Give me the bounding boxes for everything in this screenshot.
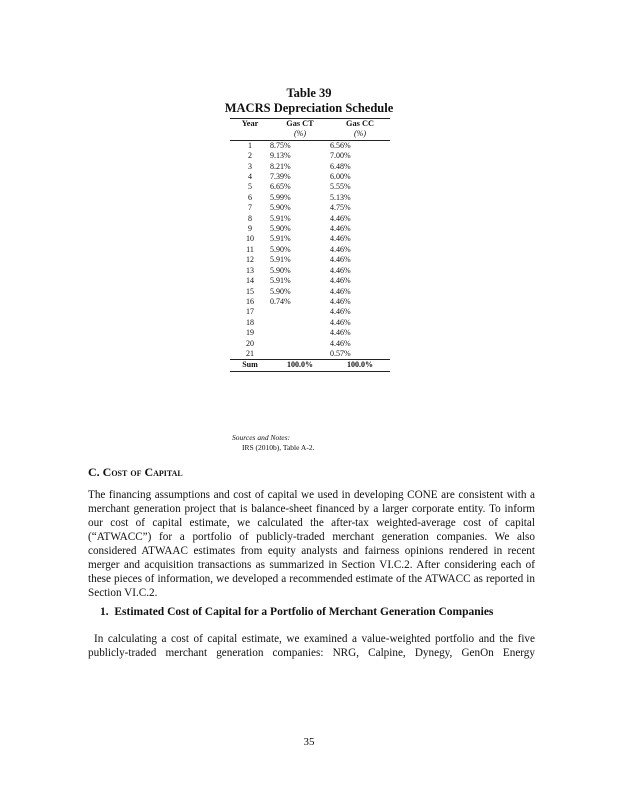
row-year: 21 [246,348,254,358]
unit-gas-cc: (%) [330,129,390,140]
row-gas-ct: 5.91% [270,276,291,286]
table-row [230,318,390,328]
table-row [230,339,390,349]
row-gas-ct: 5.90% [270,244,291,254]
row-gas-cc: 4.46% [330,265,351,275]
row-gas-cc: 4.46% [330,286,351,296]
table-row [230,182,390,192]
table-row [230,307,390,317]
unit-gas-ct: (%) [270,129,330,140]
row-gas-cc: 7.00% [330,151,351,161]
row-gas-ct: 9.13% [270,151,291,161]
table-row [230,276,390,286]
header-gas-ct: Gas CT [270,119,330,130]
row-year: 4 [248,172,252,182]
row-year: 5 [248,182,252,192]
row-year: 18 [246,317,254,327]
row-year: 17 [246,307,254,317]
row-gas-ct: 5.99% [270,192,291,202]
table-notes [232,433,314,452]
row-year: 14 [246,276,254,286]
row-gas-cc: 4.46% [330,338,351,348]
section-title: Cost of Capital [102,465,183,479]
section-number: C. [88,465,100,479]
row-gas-cc: 4.75% [330,203,351,213]
row-gas-ct [270,339,330,349]
row-year: 15 [246,286,254,296]
paragraph-line-2: publicly-traded merchant generation companies: NRG, Calpine, Dynegy, GenOn Energy [88,647,535,659]
row-year: 12 [246,255,254,265]
row-year: 20 [246,338,254,348]
sum-row [230,360,390,371]
row-gas-ct: 5.90% [270,286,291,296]
row-gas-cc: 6.00% [330,172,351,182]
row-gas-cc: 4.46% [330,276,351,286]
table-row [230,193,390,203]
table-unit-row [230,129,390,140]
table-row [230,328,390,338]
table-number: Table 39 [286,86,332,100]
row-year: 13 [246,265,254,275]
paragraph-cost-of-capital: The financing assumptions and cost of capital we used in developing CONE are consistent with a merchant generation project that is balance-sheet financed by a larger corporate entity. To inform our cost of capital estimate, we calculated the after-tax weighted-average cost of capital (“ATWACC”) for a portfolio of publicly-traded merchant generation companies. We also considered ATWAAC estimates from equity analysts and fairness opinions rendered in recent merger and acquisition transactions as summarized in Section VI.C.2. After considering each of these pieces of information, we developed a recommended estimate of the ATWACC as reported in Section VI.C.2. [88,489,535,599]
row-year: 8 [248,213,252,223]
macrs-table [230,118,390,372]
table-row [230,349,390,360]
subsection-number: 1. [100,606,109,618]
table-row [230,287,390,297]
row-gas-cc: 6.56% [330,140,351,150]
notes-label: Sources and Notes: [232,433,291,442]
subsection-heading [100,606,493,618]
row-year: 7 [248,203,252,213]
table-row [230,214,390,224]
row-gas-cc: 4.46% [330,296,351,306]
table-row [230,140,390,151]
row-gas-ct [270,349,330,360]
row-year: 2 [248,151,252,161]
row-year: 1 [248,140,252,150]
row-gas-ct: 7.39% [270,172,291,182]
row-gas-ct: 8.21% [270,161,291,171]
row-gas-cc: 4.46% [330,244,351,254]
row-gas-cc: 5.55% [330,182,351,192]
page-number: 35 [303,736,315,748]
table-row [230,151,390,161]
row-gas-ct: 6.65% [270,182,291,192]
row-gas-ct: 5.90% [270,224,291,234]
subsection-title: Estimated Cost of Capital for a Portfolio of Merchant Generation Companies [114,606,494,618]
row-gas-ct: 5.90% [270,265,291,275]
row-gas-ct: 5.91% [270,234,291,244]
table-row [230,162,390,172]
row-gas-ct [270,328,330,338]
row-gas-ct [270,318,330,328]
row-year: 19 [246,328,254,338]
row-gas-cc: 4.46% [330,234,351,244]
row-year: 6 [248,192,252,202]
row-year: 9 [248,224,252,234]
table-row [230,224,390,234]
row-gas-cc: 4.46% [330,317,351,327]
row-gas-ct: 8.75% [270,140,291,150]
row-gas-ct: 5.91% [270,255,291,265]
row-gas-cc: 4.46% [330,213,351,223]
row-year: 11 [246,244,254,254]
sum-gas-ct: 100.0% [270,360,330,371]
row-year: 10 [246,234,254,244]
header-year: Year [230,119,270,130]
sum-gas-cc: 100.0% [330,360,390,371]
row-gas-cc: 4.46% [330,255,351,265]
table-row [230,203,390,213]
table-row [230,255,390,265]
paragraph-line-1: In calculating a cost of capital estimate, we examined a value-weighted portfolio and the five [94,633,535,645]
section-heading [88,465,183,480]
row-gas-cc: 4.46% [330,224,351,234]
table-row [230,172,390,182]
row-gas-ct: 0.74% [270,296,291,306]
row-gas-cc: 5.13% [330,192,351,202]
row-year: 16 [246,296,254,306]
table-row [230,234,390,244]
table-row [230,266,390,276]
row-year: 3 [248,161,252,171]
table-row [230,245,390,255]
notes-source: IRS (2010b), Table A-2. [242,442,315,452]
paragraph-portfolio [88,632,535,660]
table-header-row [230,119,390,130]
row-gas-cc: 0.57% [330,348,351,358]
table-title: MACRS Depreciation Schedule [224,101,394,115]
row-gas-cc: 4.46% [330,307,351,317]
sum-label: Sum [230,360,270,371]
table-row [230,297,390,307]
row-gas-cc: 4.46% [330,328,351,338]
row-gas-ct [270,307,330,317]
row-gas-ct: 5.90% [270,203,291,213]
header-gas-cc: Gas CC [330,119,390,130]
row-gas-cc: 6.48% [330,161,351,171]
row-gas-ct: 5.91% [270,213,291,223]
